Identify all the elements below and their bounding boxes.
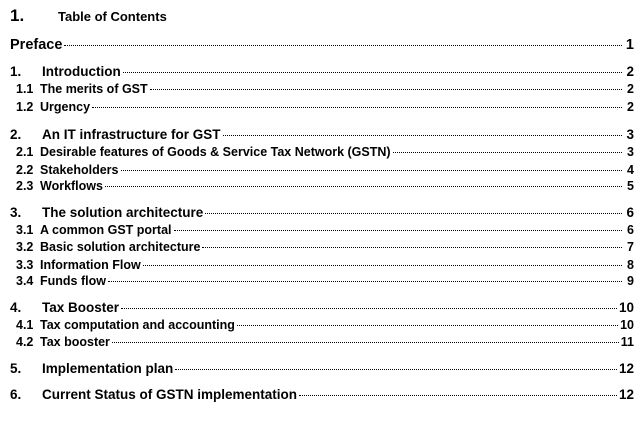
toc-entry-it-infrastructure[interactable] — [10, 127, 634, 142]
dot-leader — [202, 247, 622, 248]
toc-entry-number: 3.2 — [16, 240, 34, 254]
dot-leader — [174, 230, 623, 231]
toc-entry-basic-solution-architecture[interactable] — [10, 240, 634, 254]
toc-entry-number: 3.1 — [16, 223, 34, 237]
toc-entry-common-gst-portal[interactable] — [10, 223, 634, 237]
toc-page-number: 5 — [627, 179, 634, 193]
toc-entry-introduction[interactable] — [10, 64, 634, 79]
toc-page-number: 11 — [620, 335, 634, 349]
toc-entry-number: 3.3 — [16, 258, 34, 272]
dot-leader — [205, 213, 622, 214]
toc-entry-text: Current Status of GSTN implementation — [42, 387, 298, 402]
dot-leader — [123, 72, 622, 73]
toc-entry-number: 2.1 — [16, 145, 34, 159]
toc-entry-number: 4. — [10, 300, 22, 315]
toc-entry-number: 4.2 — [16, 335, 34, 349]
dot-leader — [237, 325, 618, 326]
toc-entry-tax-booster[interactable] — [10, 300, 634, 315]
dot-leader — [112, 342, 619, 343]
toc-entry-text: Workflows — [40, 179, 103, 193]
toc-page-number: 12 — [618, 361, 634, 376]
toc-entry-solution-architecture[interactable] — [10, 205, 634, 220]
toc-entry-tax-booster-sub[interactable] — [10, 335, 634, 349]
toc-entry-text: Tax computation and accounting — [40, 318, 235, 332]
dot-leader — [92, 107, 622, 108]
toc-entry-text: Funds flow — [40, 274, 106, 288]
dot-leader — [393, 152, 622, 153]
toc-entry-number: 1.1 — [16, 82, 34, 96]
toc-page-number: 8 — [627, 258, 634, 272]
toc-page-number: 3 — [627, 145, 634, 159]
dot-leader — [64, 45, 622, 46]
dot-leader — [121, 170, 622, 171]
toc-entry-text: The merits of GST — [40, 82, 148, 96]
toc-entry-text: Introduction — [42, 64, 121, 79]
toc-page-number: 6 — [627, 223, 634, 237]
toc-entry-gstn-features[interactable] — [10, 145, 634, 159]
toc-page-number: 1 — [625, 37, 634, 53]
section-title: Table of Contents — [58, 9, 167, 24]
toc-page-number: 10 — [620, 318, 634, 332]
toc-page-number: 12 — [618, 387, 634, 402]
toc-entry-number: 2.2 — [16, 163, 34, 177]
toc-entry-current-status[interactable] — [10, 387, 634, 402]
toc-entry-text: Tax booster — [40, 335, 110, 349]
toc-entry-funds-flow[interactable] — [10, 274, 634, 288]
dot-leader — [105, 186, 622, 187]
toc-page-number: 6 — [626, 205, 634, 220]
toc-entry-number: 3. — [10, 205, 22, 220]
toc-entry-number: 3.4 — [16, 274, 34, 288]
toc-page-number: 9 — [627, 274, 634, 288]
toc-entry-stakeholders[interactable] — [10, 163, 634, 177]
toc-entry-tax-computation[interactable] — [10, 318, 634, 332]
toc-entry-text: Desirable features of Goods & Service Tax Network (GSTN) — [40, 145, 391, 159]
toc-entry-number: 6. — [10, 387, 22, 402]
toc-page-number: 3 — [626, 127, 634, 142]
dot-leader — [121, 308, 617, 309]
toc-entry-text: Urgency — [40, 100, 91, 114]
toc-page-number: 2 — [627, 82, 634, 96]
toc-entry-text: Stakeholders — [40, 163, 119, 177]
toc-entry-information-flow[interactable] — [10, 258, 634, 272]
toc-entry-number: 1.2 — [16, 100, 34, 114]
toc-entry-implementation-plan[interactable] — [10, 361, 634, 376]
toc-entry-text: Tax Booster — [42, 300, 120, 315]
toc-entry-text: Basic solution architecture — [40, 240, 201, 254]
toc-page-number: 2 — [626, 64, 634, 79]
toc-page-number: 7 — [627, 240, 634, 254]
toc-entry-text: Implementation plan — [42, 361, 174, 376]
toc-entry-number: 1. — [10, 64, 22, 79]
dot-leader — [175, 369, 617, 370]
toc-entry-number: 2.3 — [16, 179, 34, 193]
toc-entry-text: A common GST portal — [40, 223, 172, 237]
toc-entry-preface[interactable] — [10, 37, 634, 53]
toc-entry-text: The solution architecture — [42, 205, 204, 220]
toc-entry-text: An IT infrastructure for GST — [42, 127, 221, 142]
toc-entry-workflows[interactable] — [10, 179, 634, 193]
section-heading — [10, 6, 167, 28]
toc-page-number: 4 — [627, 163, 634, 177]
toc-entry-merits-of-gst[interactable] — [10, 82, 634, 96]
toc-entry-urgency[interactable] — [10, 100, 634, 114]
toc-page-number: 2 — [627, 100, 634, 114]
section-number: 1. — [10, 6, 25, 25]
dot-leader — [108, 281, 622, 282]
dot-leader — [299, 395, 617, 396]
dot-leader — [143, 265, 622, 266]
dot-leader — [223, 135, 622, 136]
toc-entry-number: 4.1 — [16, 318, 34, 332]
toc-entry-text: Preface — [10, 37, 63, 53]
toc-entry-text: Information Flow — [40, 258, 141, 272]
toc-page-number: 10 — [618, 300, 634, 315]
toc-entry-number: 2. — [10, 127, 22, 142]
dot-leader — [150, 89, 622, 90]
toc-entry-number: 5. — [10, 361, 22, 376]
